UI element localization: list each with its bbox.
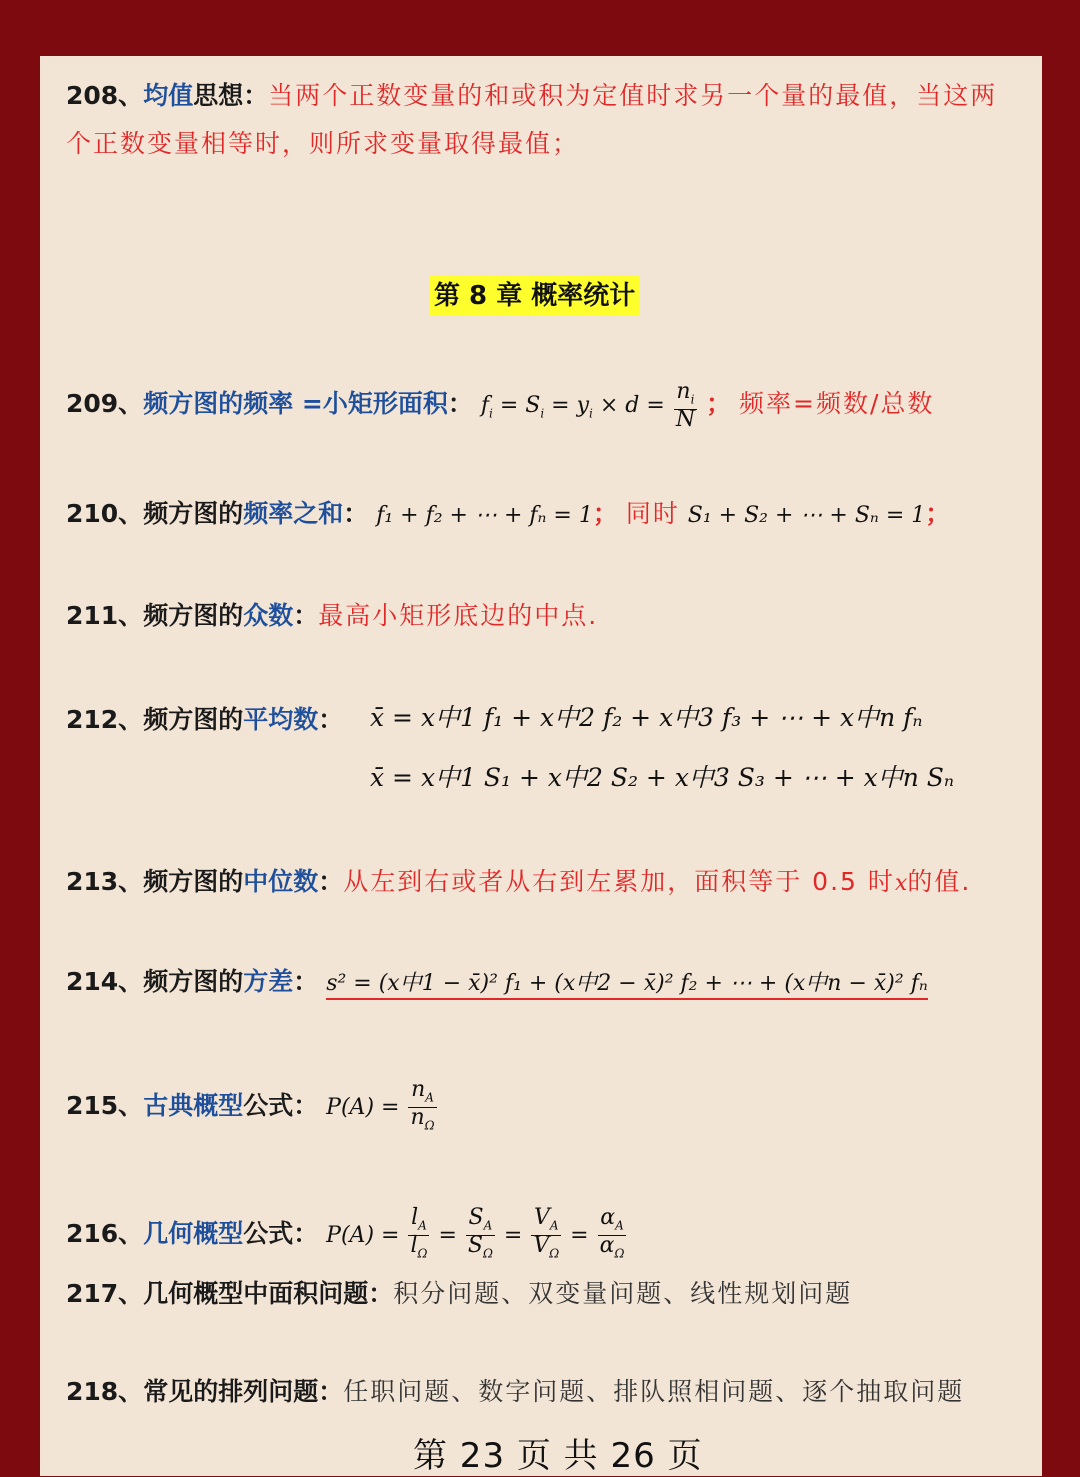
item-210	[66, 496, 950, 534]
item-number: 217、	[66, 1279, 144, 1308]
item-212	[66, 702, 343, 738]
semicolon: ；	[925, 499, 951, 528]
item-label: 频方图的	[143, 867, 244, 896]
item-text: 最高小矩形底边的中点.	[318, 601, 599, 630]
formula-geometric-probability: P(A) = $\frac{l_A}{l_\Omega}$ = $\frac{S_A}{S_\Omega}$ = $\frac{V_A}{V_\Omega}$ = $\frac{\alpha_A}{\alpha_\Omega}$	[326, 1205, 625, 1261]
formula-area-sum: S₁ + S₂ + ⋯ + Sₙ = 1	[687, 503, 926, 528]
item-text: 频率=频数/总数	[739, 389, 935, 419]
keyword: 古典概型	[143, 1090, 244, 1120]
keyword: 方差	[243, 967, 294, 996]
item-label: 思想：	[193, 81, 269, 110]
item-label: 频方图的	[143, 705, 244, 734]
item-214	[66, 964, 928, 1002]
item-text-end: 的值.	[907, 867, 972, 896]
item-208	[66, 78, 997, 114]
item-text: 个正数变量相等时，则所求变量取得最值；	[66, 129, 580, 158]
item-number: 210、	[66, 499, 144, 528]
semicolon: ；	[592, 499, 618, 528]
item-number: 211、	[66, 601, 144, 630]
formula-mean-2: x̄ = x中1 S₁ + x中2 S₂ + x中3 S₃ + ⋯ + x中n Sₙ	[370, 763, 955, 792]
item-number: 212、	[66, 705, 144, 734]
item-text: 积分问题、双变量问题、线性规划问题	[393, 1279, 853, 1308]
keyword: 众数	[243, 601, 294, 630]
item-number: 213、	[66, 867, 144, 896]
formula-frequency-sum: f₁ + f₂ + ⋯ + fₙ = 1	[376, 503, 593, 528]
colon: ：	[343, 499, 369, 528]
keyword: 几何概型	[143, 1218, 244, 1248]
item-text: 任职问题、数字问题、排队照相问题、逐个抽取问题	[343, 1377, 965, 1406]
item-text: 同时	[625, 499, 680, 528]
item-number: 215、	[66, 1090, 144, 1120]
item-label: 频方图的	[143, 967, 244, 996]
item-217	[66, 1276, 852, 1312]
document-page	[40, 56, 1042, 1476]
keyword: 均值	[143, 81, 194, 110]
item-label: 公式：	[243, 1090, 319, 1120]
item-label: 常见的排列问题：	[143, 1377, 344, 1406]
keyword: 频率之和	[243, 499, 344, 528]
item-label: 频方图的频率 =	[143, 389, 323, 419]
page-footer: 第 23 页 共 26 页	[413, 1436, 703, 1476]
item-number: 218、	[66, 1377, 144, 1406]
keyword: 平均数	[243, 705, 319, 734]
item-text: 从左到右或者从右到左累加，面积等于 0.5 时	[343, 867, 895, 896]
colon: ：	[447, 389, 473, 419]
item-215	[66, 1077, 439, 1136]
variable-x: x	[894, 871, 908, 896]
item-211	[66, 598, 598, 634]
item-number: 214、	[66, 967, 144, 996]
item-label: 频方图的	[143, 601, 244, 630]
item-label: 频方图的	[143, 499, 244, 528]
item-number: 216、	[66, 1218, 144, 1248]
semicolon: ；	[706, 389, 732, 419]
item-number: 208、	[66, 81, 144, 110]
keyword: 小矩形面积	[322, 389, 448, 419]
item-216	[66, 1205, 628, 1264]
item-213	[66, 864, 971, 902]
colon: ：	[293, 967, 319, 996]
item-label: 公式：	[243, 1218, 319, 1248]
item-label: 几何概型中面积问题：	[143, 1279, 394, 1308]
keyword: 中位数	[243, 867, 319, 896]
item-209	[66, 379, 935, 433]
chapter-heading: 第 8 章 概率统计	[430, 276, 639, 316]
formula-variance: s² = (x中1 − x̄)² f₁ + (x中2 − x̄)² f₂ + ⋯ + (x中n − x̄)² fₙ	[326, 971, 928, 1000]
item-208-line2	[66, 126, 579, 162]
item-number: 209、	[66, 389, 144, 419]
formula-classical-probability: P(A) = $\frac{n_A}{n_\Omega}$	[326, 1077, 435, 1133]
item-218	[66, 1374, 964, 1410]
formula-frequency: $f_i = S_i = y_i \times d$ = $\frac{n_i}{N}$	[480, 379, 696, 433]
formula-mean-1: x̄ = x中1 f₁ + x中2 f₂ + x中3 f₃ + ⋯ + x中n fₙ	[370, 703, 923, 732]
colon: ：	[318, 705, 344, 734]
colon: ：	[318, 867, 344, 896]
colon: ：	[293, 601, 319, 630]
item-text: 当两个正数变量的和或积为定值时求另一个量的最值，当这两	[268, 81, 998, 110]
